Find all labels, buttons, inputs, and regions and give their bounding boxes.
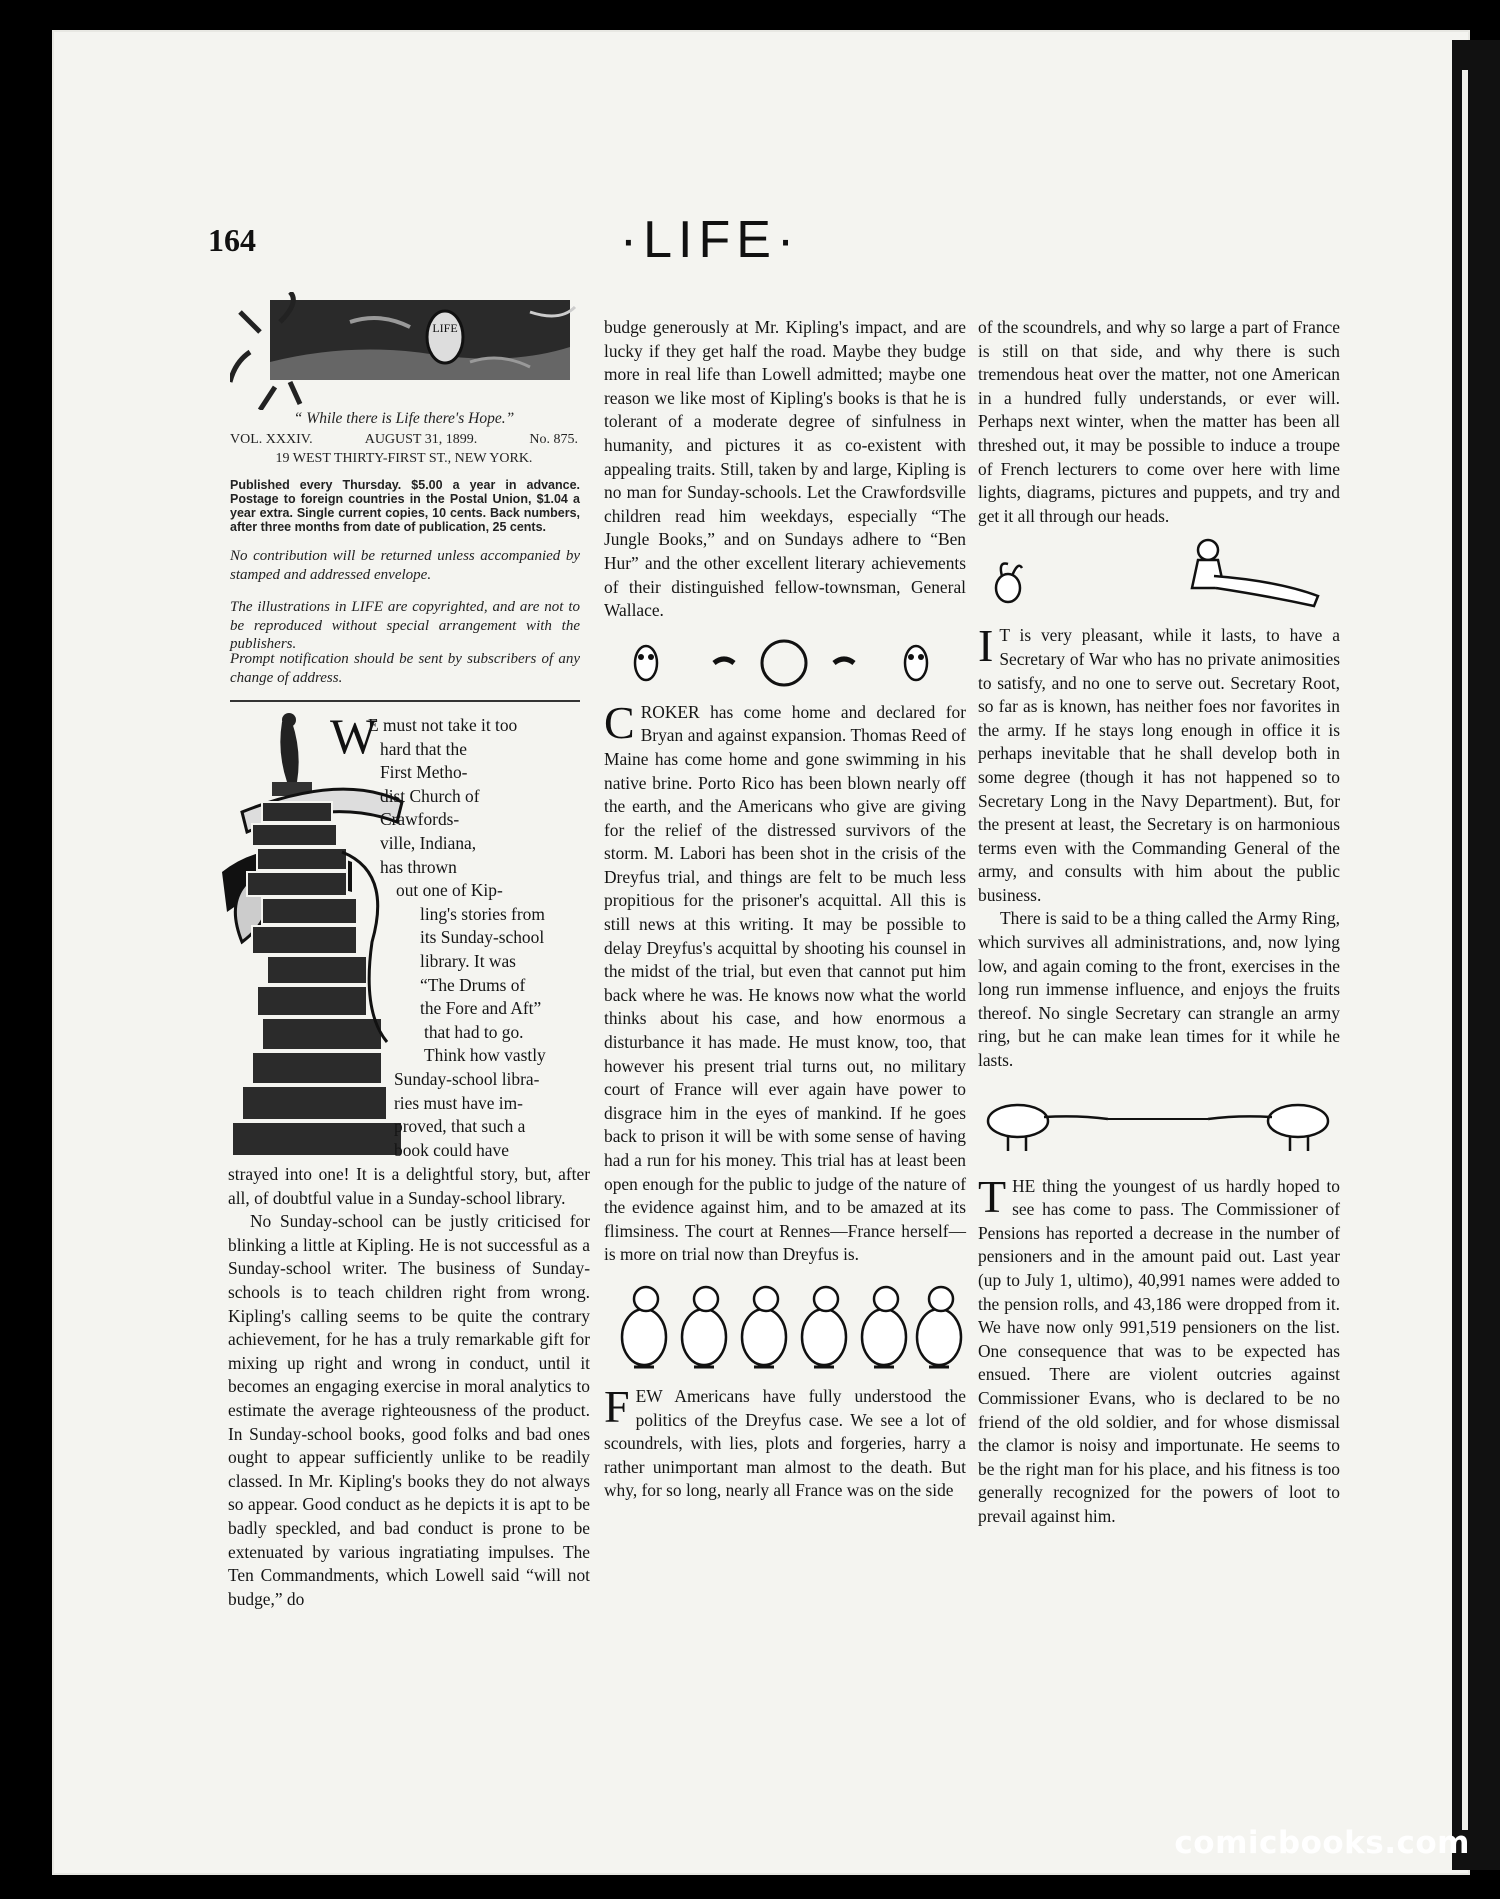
publisher-address: 19 WEST THIRTY-FIRST ST., NEW YORK.	[275, 451, 533, 466]
pension-text: HE thing the youngest of us hardly hoped to see has come to pass. The Commissioner of Pensions has reported a decrease in the number of pensioners and in the amount paid out. Last year (up to July 1, ultimo), 40,991 names were added to the pension rolls, and 43,186 were dropped from it. We have now only 991,519 pensioners on the list. One consequence that was to be expected has ensued. There are violent outcries against Commissioner Evans, who is declared to be no friend of the old soldier, and for whose dismissal the clamor is noisy and importunate. He seems to be the right man for his place, and his fitness is too generally recognized for the powers of loot to prevail against him.	[978, 1175, 1340, 1526]
intro-line: the Fore and Aft”	[420, 998, 542, 1019]
column-1	[228, 1163, 590, 1611]
intro-line: Think how vastly	[424, 1045, 546, 1066]
intro-line: First Metho-	[380, 762, 468, 783]
column-3	[978, 316, 1340, 1529]
illustration-notice: The illustrations in LIFE are copyrighted, and are not to be reproduced without special arrangement with the publishers.	[230, 599, 580, 652]
kipling-para2-cont: budge generously at Mr. Kipling's impact, and are lucky if they get half the road. Maybe they budge more in real life than Lowell admitted; maybe one reason we like most of Kipling's books is that he is tolerant of a moderate degree of sinfulness in humanity, and pictures it as co-existent with appealing traits. Still, taken by and large, Kipling is no man for Sunday-schools. Let the Crawfordsville children read him weekdays, especially “The Jungle Books,” and on Sundays adhere to “Ben Hur” and the other excellent literary achievements of their distinguished fellow-townsman, General Wallace.	[604, 317, 966, 621]
owl-ornament-row	[604, 633, 966, 693]
site-watermark[interactable]: comicbooks.com	[1174, 1825, 1470, 1861]
dreyfus-para-cont: of the scoundrels, and why so large a part of France is still on that side, and why there is such tremendous heat over the matter, not one American in a hundred fully understands, or ever will. Perhaps next winter, when the matter has been all threshed out, it may be possible to induce a troupe of French lecturers to come over here with lime lights, diagrams, pictures and puppets, and try and get it all through our heads.	[978, 317, 1340, 526]
section-rule	[230, 700, 580, 702]
column-2	[604, 316, 966, 1503]
intro-line: dist Church of	[380, 785, 480, 806]
pension-dropcap: T	[978, 1170, 1007, 1222]
facing-page-strip	[1462, 70, 1468, 1830]
croker-para	[604, 696, 966, 1267]
secretary-para1	[978, 620, 1340, 907]
ducks-row-illustration	[604, 1277, 966, 1377]
masthead-banner-illustration	[230, 292, 578, 410]
dreyfus-text: EW Americans have fully understood the politics of the Dreyfus case. We see a lot of scoundrels, with lies, plots and forgeries, harry a rather unimportant man almost to the death. But why, for so long, nearly all France was on the side	[604, 1385, 966, 1501]
intro-line: hard that the	[380, 738, 467, 759]
kipling-para2: No Sunday-school can be justly criticised for blinking a little at Kipling. He is not successful as a Sunday-school writer. The business of Sunday-schools is to teach children right from wrong. Kipling's calling seems to be quite the contrary achievement, for he has a truly remarkable gift for mixing up right and wrong in conduct, until it becomes an engaging exercise in moral analytics to estimate the average righteousness of the product. In Sunday-school books, good folks and bad ones ought to appear sufficiently unlike to be readily classed. In Mr. Kipling's books they do not always so appear. Good conduct as he depicts it is apt to be badly speckled, and bad conduct is prone to be extenuated by various ingratiating impulses. The Ten Commandments, which Lowell said “will not budge,” do	[228, 1211, 590, 1609]
intro-line: its Sunday-school	[420, 927, 545, 948]
dreyfus-dropcap: F	[604, 1380, 630, 1432]
issue-number: No. 875.	[529, 432, 578, 447]
intro-line: book could have	[394, 1139, 509, 1160]
page-number: 164	[208, 222, 256, 258]
intro-line: library. It was	[420, 951, 516, 971]
intro-line: proved, that such a	[394, 1116, 526, 1137]
banner-badge-text: LIFE	[432, 321, 458, 335]
secretary-para2: There is said to be a thing called the Army Ring, which survives all administrations, and, now lying low, and again coming to the front, exercises in the long run immense influence, and enjoys the fruits thereof. No single Secretary can strangle an army ring, but he can make lean times for it while he lasts.	[978, 908, 1340, 1071]
kipling-dropcap: W	[330, 708, 378, 764]
masthead-title: ·LIFE·	[619, 211, 801, 269]
volume: VOL. XXXIV.	[230, 432, 313, 447]
volume-line	[230, 432, 578, 448]
intro-line: has thrown	[380, 856, 457, 877]
intro-line: Crawfords-	[380, 809, 460, 830]
facing-page-edge	[1452, 40, 1500, 1870]
issue-date: AUGUST 31, 1899.	[364, 432, 478, 447]
intro-line: Sunday-school libra-	[394, 1069, 540, 1089]
geese-tug-illustration	[978, 1085, 1340, 1165]
intro-line: ling's stories from	[420, 903, 545, 924]
croker-text: ROKER has come home and declared for Bryan and against expansion. Thomas Reed of Maine has come home and gone swimming in his native brine. Porto Rico has been blown nearly off the earth, and the Americans who give are giving for the relief of the distressed survivors of the storm. M. Labori has been shot in the crisis of the Dreyfus trial, and things are felt to be much less propitious for the prisoner's acquittal. All this is still news at this writing. It may be possible to delay Dreyfus's acquittal by shooting his counsel in the midst of the trial, but even that cannot put him back where he was. He knows now what the world thinks about his case, and how enormous a disturbance it has made. He must know, too, that however his present trial turns out, no military court of France will ever again have power to disgrace him in the eyes of mankind. If he goes back to prison it will be with some sense of having had a run for his money. This trial has at least been open enough for the public to judge of the nature of the evidence against him, and to be amazed at its flimsiness. The court at Rennes—France herself—is more on trial now than Dreyfus is.	[604, 701, 966, 1265]
croker-dropcap: C	[604, 696, 635, 748]
contribution-notice: No contribution will be returned unless accompanied by stamped and addressed envelope.	[230, 548, 580, 583]
intro-line: ville, Indiana,	[380, 833, 477, 853]
intro-line: “The Drums of	[420, 974, 526, 995]
intro-line: E must not take it too	[368, 715, 518, 735]
kipling-para1-end: strayed into one! It is a delightful story, but, after all, of doubtful value in a Sunday-school library.	[228, 1164, 590, 1208]
intro-line: that had to go.	[424, 1021, 524, 1042]
secretary-text: T is very pleasant, while it lasts, to have a Secretary of War who has no private animosities to satisfy, and no one to serve out. Secretary Root, so far as is known, has neither foes nor favorites in the army. If he stays long enough in office it is perhaps inevitable that he shall develop both in some degree (though it has not happened so to Secretary Long in the Navy Department). But, for the present at least, the Secretary is on harmonious terms even with the Commanding General of the army, and consults with him about the public business.	[978, 625, 1340, 905]
owl-icon	[905, 646, 927, 680]
dreyfus-para	[604, 1380, 966, 1503]
address-change-notice: Prompt notification should be sent by subscribers of any change of address.	[230, 651, 580, 686]
rabbit-and-figure-illustration	[978, 536, 1340, 616]
secretary-dropcap: I	[978, 620, 994, 672]
circle-ornament-icon	[762, 641, 806, 685]
publication-notice: Published every Thursday. $5.00 a year in advance. Postage to foreign countries in the Postal Union, $1.04 a year extra. Single current copies, 10 cents. Back numbers, after three months from date of publication, 25 cents.	[230, 478, 580, 534]
pension-para	[978, 1170, 1340, 1529]
intro-line: ries must have im-	[394, 1092, 523, 1113]
owl-icon	[635, 646, 657, 680]
intro-line: out one of Kip-	[396, 880, 503, 901]
motto: “ While there is Life there's Hope.”	[293, 410, 515, 427]
